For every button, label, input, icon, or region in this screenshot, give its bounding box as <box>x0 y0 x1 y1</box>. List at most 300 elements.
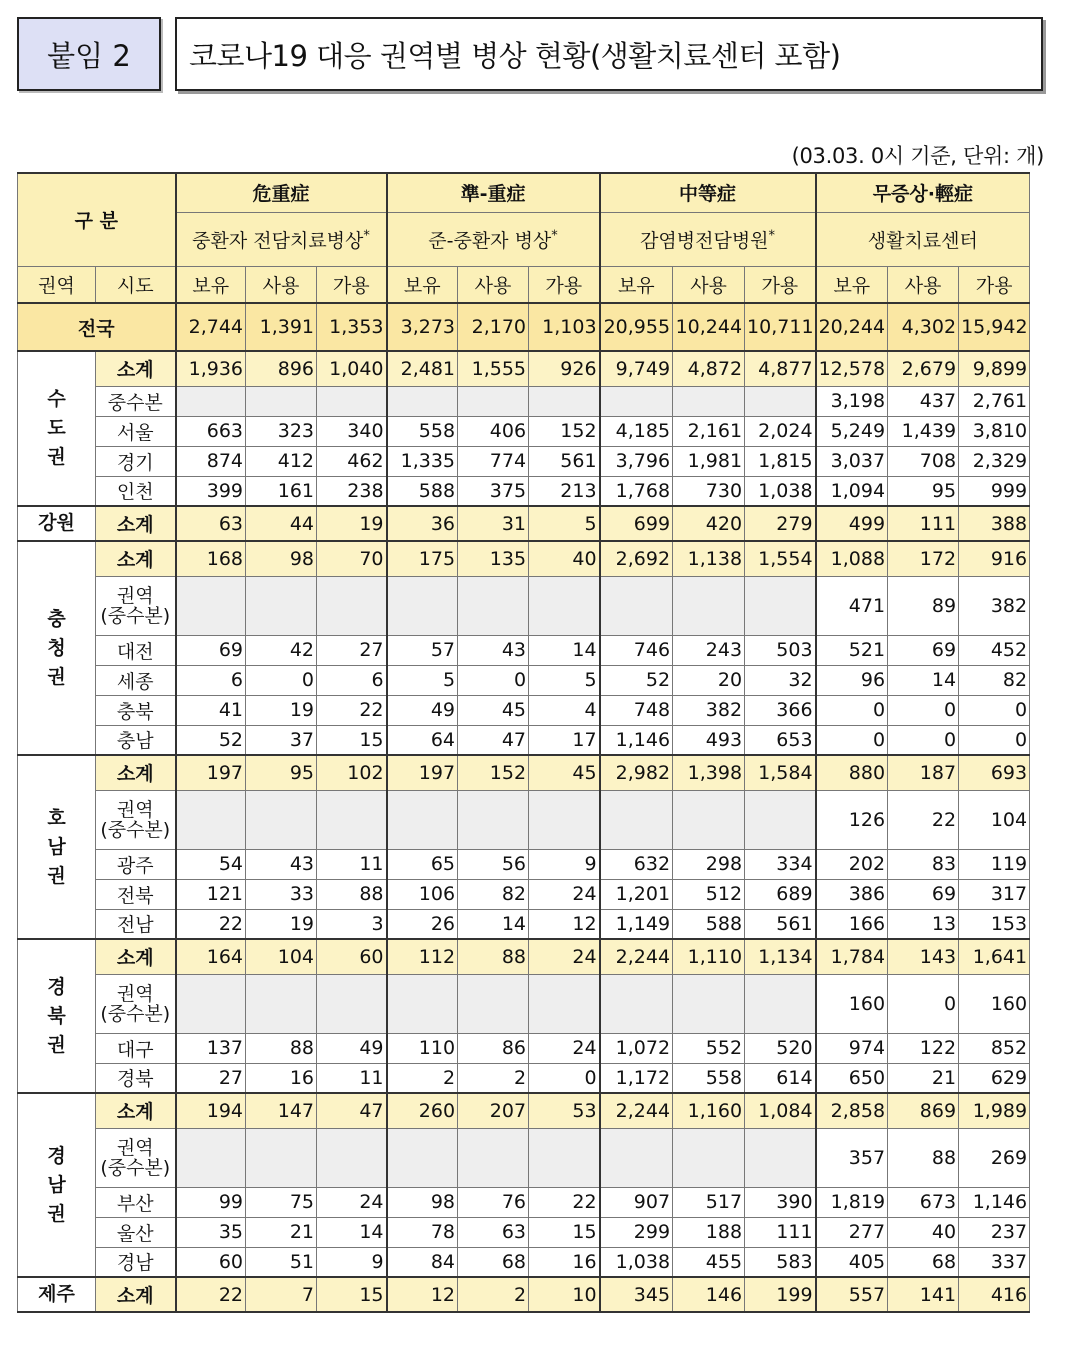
table-cell: 4,877 <box>745 351 816 386</box>
table-cell: 45 <box>458 695 529 725</box>
table-cell: 19 <box>246 695 317 725</box>
table-cell: 41 <box>176 695 246 725</box>
table-cell: 4 <box>529 695 600 725</box>
table-row <box>18 1217 1030 1247</box>
table-cell: 557 <box>816 1277 888 1312</box>
sido-name: 전북 <box>96 879 176 909</box>
header-facility-icu: 중환자 전담치료병상* <box>176 212 387 266</box>
table-cell: 437 <box>888 386 959 416</box>
table-row <box>18 476 1030 506</box>
table-cell: 552 <box>673 1033 745 1063</box>
table-cell <box>458 1128 529 1187</box>
table-row <box>18 790 1030 849</box>
table-cell: 19 <box>317 506 387 541</box>
sido-name-line: (중수본) <box>100 1156 171 1179</box>
table-cell: 135 <box>458 541 529 576</box>
table-cell: 0 <box>888 974 959 1033</box>
table-cell: 4,185 <box>600 416 673 446</box>
table-cell <box>529 974 600 1033</box>
table-cell: 10,711 <box>745 303 816 351</box>
table-cell: 399 <box>176 476 246 506</box>
table-cell: 298 <box>673 849 745 879</box>
table-cell: 2,024 <box>745 416 816 446</box>
header-sido: 시도 <box>96 266 176 303</box>
table-cell: 708 <box>888 446 959 476</box>
table-cell: 1,819 <box>816 1187 888 1217</box>
table-cell: 63 <box>176 506 246 541</box>
header-facility-treatment-center: 생활치료센터 <box>816 212 1030 266</box>
table-cell: 122 <box>888 1033 959 1063</box>
header-used: 사용 <box>673 266 745 303</box>
table-cell: 17 <box>529 725 600 755</box>
table-cell: 388 <box>959 506 1030 541</box>
table-cell: 51 <box>246 1247 317 1277</box>
table-cell: 164 <box>176 939 246 974</box>
table-row <box>18 576 1030 635</box>
table-cell: 89 <box>888 576 959 635</box>
subtotal-label: 소계 <box>96 1093 176 1128</box>
region-name <box>18 506 96 541</box>
table-row <box>18 725 1030 755</box>
table-cell: 42 <box>246 635 317 665</box>
header-used: 사용 <box>246 266 317 303</box>
table-cell: 75 <box>246 1187 317 1217</box>
table-cell: 2,692 <box>600 541 673 576</box>
header-row-metrics <box>18 266 1030 303</box>
sido-name: 대구 <box>96 1033 176 1063</box>
table-cell <box>246 576 317 635</box>
table-cell: 45 <box>529 755 600 790</box>
table-cell: 70 <box>317 541 387 576</box>
table-cell: 1,172 <box>600 1063 673 1093</box>
bed-status-table <box>17 172 1030 1313</box>
table-cell <box>745 386 816 416</box>
table-cell <box>317 1128 387 1187</box>
table-cell: 0 <box>888 695 959 725</box>
subtotal-row <box>18 939 1030 974</box>
table-body <box>18 303 1030 1312</box>
sido-name: 부산 <box>96 1187 176 1217</box>
header-have: 보유 <box>600 266 673 303</box>
table-cell: 2,161 <box>673 416 745 446</box>
table-cell: 24 <box>529 1033 600 1063</box>
table-cell: 334 <box>745 849 816 879</box>
table-cell: 22 <box>888 790 959 849</box>
header-severity-mild: 무증상·輕症 <box>816 173 1030 212</box>
region-name-char: 충 <box>47 607 66 630</box>
table-cell: 172 <box>888 541 959 576</box>
table-cell: 1,554 <box>745 541 816 576</box>
table-row <box>18 635 1030 665</box>
table-cell: 95 <box>888 476 959 506</box>
table-cell: 199 <box>745 1277 816 1312</box>
sido-name: 서울 <box>96 416 176 446</box>
table-cell: 471 <box>816 576 888 635</box>
table-cell: 1,138 <box>673 541 745 576</box>
sido-name: 경기 <box>96 446 176 476</box>
table-cell: 1,335 <box>387 446 458 476</box>
table-cell: 0 <box>959 725 1030 755</box>
table-cell: 14 <box>888 665 959 695</box>
subtotal-row <box>18 506 1030 541</box>
table-cell: 32 <box>745 665 816 695</box>
table-cell: 161 <box>246 476 317 506</box>
table-cell: 24 <box>529 939 600 974</box>
region-name-char: 북 <box>47 1004 66 1027</box>
subtotal-row <box>18 755 1030 790</box>
table-cell: 907 <box>600 1187 673 1217</box>
table-cell <box>246 386 317 416</box>
header-avail: 가용 <box>529 266 600 303</box>
table-cell <box>317 974 387 1033</box>
table-cell: 119 <box>959 849 1030 879</box>
table-cell: 1,201 <box>600 879 673 909</box>
table-cell: 1,146 <box>959 1187 1030 1217</box>
table-cell: 2,244 <box>600 1093 673 1128</box>
table-cell <box>317 386 387 416</box>
table-cell: 366 <box>745 695 816 725</box>
table-cell <box>387 790 458 849</box>
table-cell: 653 <box>745 725 816 755</box>
table-cell: 141 <box>888 1277 959 1312</box>
table-cell: 673 <box>888 1187 959 1217</box>
table-cell: 9 <box>317 1247 387 1277</box>
sido-name: 인천 <box>96 476 176 506</box>
table-cell: 68 <box>888 1247 959 1277</box>
table-cell: 3,037 <box>816 446 888 476</box>
sido-name: 충남 <box>96 725 176 755</box>
region-name <box>18 351 96 506</box>
subtotal-label: 소계 <box>96 755 176 790</box>
table-cell: 1,555 <box>458 351 529 386</box>
table-cell <box>458 386 529 416</box>
table-row <box>18 1187 1030 1217</box>
table-cell: 588 <box>387 476 458 506</box>
table-cell: 375 <box>458 476 529 506</box>
table-cell: 147 <box>246 1093 317 1128</box>
table-cell: 237 <box>959 1217 1030 1247</box>
table-cell: 27 <box>317 635 387 665</box>
header-severity-moderate: 中等症 <box>600 173 816 212</box>
table-cell: 2 <box>387 1063 458 1093</box>
table-cell: 14 <box>458 909 529 939</box>
table-cell: 166 <box>816 909 888 939</box>
region-name-char: 권 <box>47 446 66 468</box>
header-facility-semi-icu: 준-중환자 병상* <box>387 212 600 266</box>
region-name-char: 권 <box>47 665 66 688</box>
table-cell <box>458 576 529 635</box>
header-gubun: 구 분 <box>18 173 176 266</box>
table-cell: 746 <box>600 635 673 665</box>
sido-name-line: 권역 <box>116 798 154 821</box>
table-cell: 88 <box>246 1033 317 1063</box>
table-cell: 111 <box>745 1217 816 1247</box>
table-cell: 24 <box>317 1187 387 1217</box>
table-cell: 517 <box>673 1187 745 1217</box>
table-cell: 24 <box>529 879 600 909</box>
region-name-char: 권 <box>47 864 66 887</box>
table-row <box>18 1033 1030 1063</box>
table-cell: 47 <box>458 725 529 755</box>
table-cell <box>600 386 673 416</box>
table-cell: 382 <box>959 576 1030 635</box>
table-cell: 2,982 <box>600 755 673 790</box>
table-row <box>18 1128 1030 1187</box>
table-cell: 896 <box>246 351 317 386</box>
table-cell: 0 <box>458 665 529 695</box>
header-severity-semi-critical: 準-重症 <box>387 173 600 212</box>
table-cell: 11 <box>317 1063 387 1093</box>
table-cell: 1,146 <box>600 725 673 755</box>
table-cell: 68 <box>458 1247 529 1277</box>
table-cell: 357 <box>816 1128 888 1187</box>
table-cell: 69 <box>176 635 246 665</box>
table-cell: 345 <box>600 1277 673 1312</box>
table-cell: 10,244 <box>673 303 745 351</box>
table-cell: 390 <box>745 1187 816 1217</box>
table-cell: 82 <box>458 879 529 909</box>
sido-name: 울산 <box>96 1217 176 1247</box>
table-cell: 452 <box>959 635 1030 665</box>
table-cell: 323 <box>246 416 317 446</box>
sido-name: 세종 <box>96 665 176 695</box>
table-cell: 22 <box>529 1187 600 1217</box>
header-facility-infectious-hospital: 감염병전담병원* <box>600 212 816 266</box>
table-cell: 1,103 <box>529 303 600 351</box>
table-cell: 2,329 <box>959 446 1030 476</box>
table-cell: 5 <box>529 506 600 541</box>
table-cell: 1,936 <box>176 351 246 386</box>
table-cell: 520 <box>745 1033 816 1063</box>
table-cell: 152 <box>529 416 600 446</box>
sido-name-line: 권역 <box>116 584 154 607</box>
table-cell: 197 <box>176 755 246 790</box>
table-row <box>18 849 1030 879</box>
table-cell: 83 <box>888 849 959 879</box>
table-cell: 5,249 <box>816 416 888 446</box>
sido-name: 광주 <box>96 849 176 879</box>
table-cell: 3,796 <box>600 446 673 476</box>
table-cell: 6 <box>176 665 246 695</box>
subtotal-row <box>18 541 1030 576</box>
table-cell: 558 <box>673 1063 745 1093</box>
table-cell: 112 <box>387 939 458 974</box>
table-cell: 386 <box>816 879 888 909</box>
table-cell: 20,244 <box>816 303 888 351</box>
table-cell: 65 <box>387 849 458 879</box>
region-name-char: 경 <box>47 975 66 998</box>
header-have: 보유 <box>176 266 246 303</box>
table-cell: 86 <box>458 1033 529 1063</box>
table-cell <box>673 386 745 416</box>
sido-name-line: 권역 <box>116 982 154 1005</box>
table-cell: 14 <box>529 635 600 665</box>
table-cell: 194 <box>176 1093 246 1128</box>
table-cell: 187 <box>888 755 959 790</box>
subtotal-row <box>18 1093 1030 1128</box>
table-cell: 277 <box>816 1217 888 1247</box>
table-cell: 106 <box>387 879 458 909</box>
table-cell: 3,198 <box>816 386 888 416</box>
table-cell: 1,038 <box>600 1247 673 1277</box>
table-cell: 43 <box>246 849 317 879</box>
table-cell: 2 <box>458 1277 529 1312</box>
sido-name: 충북 <box>96 695 176 725</box>
header-avail: 가용 <box>959 266 1030 303</box>
subtotal-row <box>18 1277 1030 1312</box>
table-cell: 730 <box>673 476 745 506</box>
table-cell: 19 <box>246 909 317 939</box>
table-cell: 160 <box>816 974 888 1033</box>
subtotal-label: 소계 <box>96 939 176 974</box>
table-cell: 1,981 <box>673 446 745 476</box>
region-name-char: 청 <box>47 636 66 659</box>
table-cell: 12,578 <box>816 351 888 386</box>
region-name <box>18 755 96 939</box>
table-cell: 202 <box>816 849 888 879</box>
table-cell: 40 <box>888 1217 959 1247</box>
table-cell: 96 <box>816 665 888 695</box>
table-cell <box>317 790 387 849</box>
header-avail: 가용 <box>745 266 816 303</box>
table-cell: 20 <box>673 665 745 695</box>
table-cell: 40 <box>529 541 600 576</box>
table-cell <box>600 974 673 1033</box>
table-cell: 1,134 <box>745 939 816 974</box>
region-name <box>18 1093 96 1277</box>
national-row <box>18 303 1030 351</box>
table-cell: 26 <box>387 909 458 939</box>
table-cell: 2,761 <box>959 386 1030 416</box>
table-cell: 49 <box>317 1033 387 1063</box>
table-cell: 36 <box>387 506 458 541</box>
table-cell: 6 <box>317 665 387 695</box>
table-cell <box>529 1128 600 1187</box>
table-cell: 111 <box>888 506 959 541</box>
table-cell: 64 <box>387 725 458 755</box>
table-cell: 15 <box>317 725 387 755</box>
table-cell <box>458 974 529 1033</box>
document-title <box>175 17 1043 91</box>
table-cell: 84 <box>387 1247 458 1277</box>
sido-name: 중수본 <box>96 386 176 416</box>
table-cell: 126 <box>816 790 888 849</box>
table-cell: 1,584 <box>745 755 816 790</box>
region-name-char: 권 <box>47 1033 66 1056</box>
table-cell: 880 <box>816 755 888 790</box>
table-cell: 1,160 <box>673 1093 745 1128</box>
table-cell: 5 <box>529 665 600 695</box>
table-cell: 1,149 <box>600 909 673 939</box>
table-cell: 0 <box>816 725 888 755</box>
table-cell: 663 <box>176 416 246 446</box>
table-row <box>18 974 1030 1033</box>
table-cell <box>387 386 458 416</box>
table-cell: 146 <box>673 1277 745 1312</box>
table-cell: 88 <box>458 939 529 974</box>
header-used: 사용 <box>888 266 959 303</box>
table-cell: 168 <box>176 541 246 576</box>
table-cell: 33 <box>246 879 317 909</box>
table-cell: 31 <box>458 506 529 541</box>
table-cell <box>246 974 317 1033</box>
table-cell <box>387 1128 458 1187</box>
table-cell: 82 <box>959 665 1030 695</box>
header-region: 권역 <box>18 266 96 303</box>
table-cell: 2,679 <box>888 351 959 386</box>
table-cell <box>600 790 673 849</box>
table-cell: 503 <box>745 635 816 665</box>
table-cell: 88 <box>888 1128 959 1187</box>
table-cell: 629 <box>959 1063 1030 1093</box>
table-cell <box>176 974 246 1033</box>
table-cell: 1,110 <box>673 939 745 974</box>
table-cell <box>246 790 317 849</box>
table-cell <box>176 790 246 849</box>
table-cell: 405 <box>816 1247 888 1277</box>
sido-name-line: (중수본) <box>100 1002 171 1025</box>
table-cell: 95 <box>246 755 317 790</box>
table-cell: 1,094 <box>816 476 888 506</box>
table-cell: 974 <box>816 1033 888 1063</box>
table-cell: 22 <box>176 909 246 939</box>
table-cell: 9,749 <box>600 351 673 386</box>
region-name-char: 권 <box>47 1202 66 1225</box>
basis-note: (03.03. 0시 기준, 단위: 개) <box>791 144 1044 168</box>
sido-name <box>96 1128 176 1187</box>
header-row-severity <box>18 173 1030 212</box>
table-cell <box>458 790 529 849</box>
table-cell: 1,072 <box>600 1033 673 1063</box>
table-cell: 317 <box>959 879 1030 909</box>
table-cell: 869 <box>888 1093 959 1128</box>
table-cell: 16 <box>246 1063 317 1093</box>
table-cell: 175 <box>387 541 458 576</box>
region-name-char: 남 <box>47 835 66 858</box>
region-name-char: 도 <box>47 417 66 439</box>
table-cell: 1,040 <box>317 351 387 386</box>
table-cell: 21 <box>888 1063 959 1093</box>
table-cell <box>673 1128 745 1187</box>
table-cell: 15,942 <box>959 303 1030 351</box>
table-row <box>18 446 1030 476</box>
sido-name <box>96 576 176 635</box>
table-cell: 2,744 <box>176 303 246 351</box>
subtotal-label: 소계 <box>96 541 176 576</box>
table-cell: 53 <box>529 1093 600 1128</box>
table-cell: 22 <box>317 695 387 725</box>
table-cell: 2 <box>458 1063 529 1093</box>
table-cell <box>673 576 745 635</box>
subtotal-row <box>18 351 1030 386</box>
table-cell: 56 <box>458 849 529 879</box>
table-cell: 4,302 <box>888 303 959 351</box>
table-cell: 852 <box>959 1033 1030 1063</box>
table-cell: 416 <box>959 1277 1030 1312</box>
region-name <box>18 1277 96 1312</box>
table-cell: 4,872 <box>673 351 745 386</box>
table-cell: 98 <box>246 541 317 576</box>
header-used: 사용 <box>458 266 529 303</box>
table-cell: 699 <box>600 506 673 541</box>
table-cell: 926 <box>529 351 600 386</box>
table-cell: 76 <box>458 1187 529 1217</box>
table-cell: 0 <box>816 695 888 725</box>
table-cell: 5 <box>387 665 458 695</box>
table-cell <box>745 576 816 635</box>
table-cell: 153 <box>959 909 1030 939</box>
subtotal-label: 소계 <box>96 506 176 541</box>
